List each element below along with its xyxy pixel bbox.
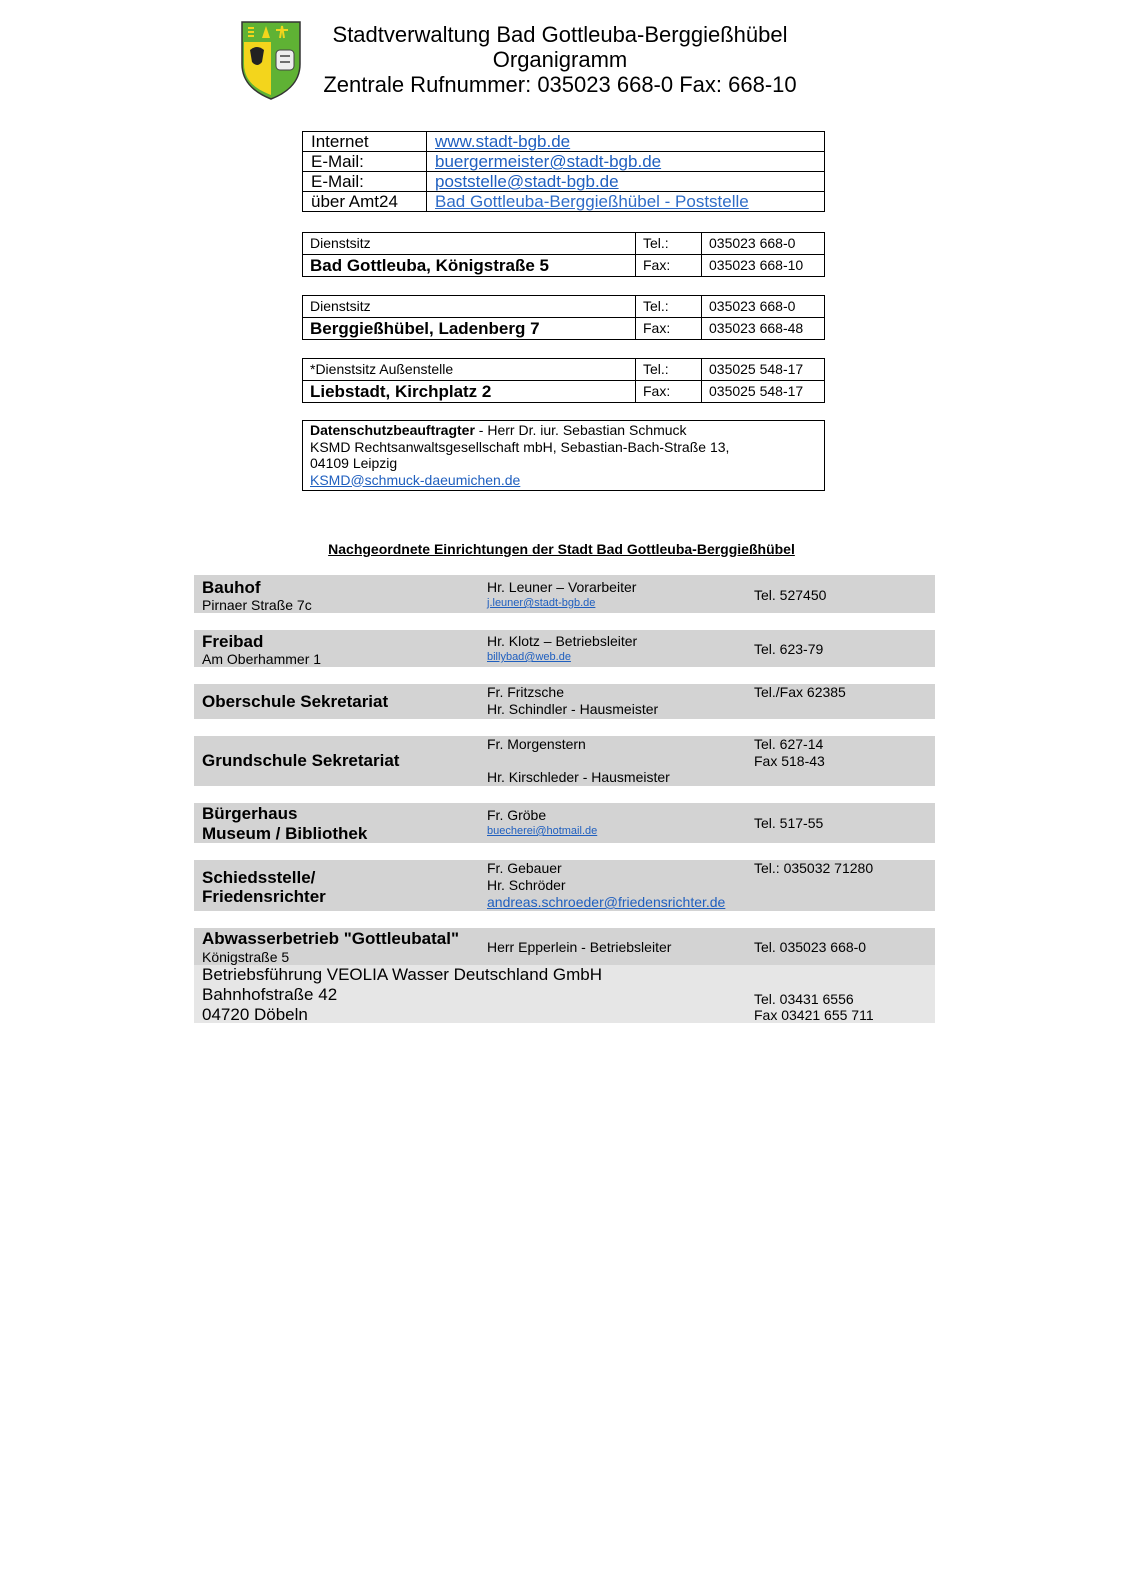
fax-value: 035023 668-10 <box>702 255 825 277</box>
facility-contact-1: Fr. Morgenstern <box>487 736 586 752</box>
dsb-person: - Herr Dr. iur. Sebastian Schmuck <box>474 422 687 438</box>
facility-address: Pirnaer Straße 7c <box>202 597 312 613</box>
facility-name: Bauhof <box>202 578 261 597</box>
fax-label: Fax: <box>636 381 702 403</box>
office-label: Dienstsitz <box>303 296 636 318</box>
operator-city: 04720 Döbeln <box>202 1005 308 1024</box>
facility-contact-2: Hr. Kirschleder - Hausmeister <box>487 769 670 785</box>
operator-tel: Tel. 03431 6556 <box>754 991 854 1007</box>
contact-value <box>427 152 825 172</box>
facility-tel: Tel. 627-14 <box>754 736 824 752</box>
facility-email-link[interactable]: buecherei@hotmail.de <box>487 825 598 837</box>
facilities-title: Nachgeordnete Einrichtungen der Stadt Bad Gottleuba-Berggießhübel <box>328 541 795 557</box>
facility-bauhof <box>194 575 935 613</box>
office-address: Bad Gottleuba, Königstraße 5 <box>303 255 636 277</box>
contact-label: Internet <box>303 132 427 152</box>
facility-contact-1: Fr. Fritzsche <box>487 684 565 700</box>
email-link-buergermeister[interactable]: buergermeister@stadt-bgb.de <box>435 152 662 171</box>
facility-contact: Herr Epperlein - Betriebsleiter <box>487 939 672 955</box>
office-address: Berggießhübel, Ladenberg 7 <box>303 318 636 340</box>
facility-tel: Tel.: 035032 71280 <box>754 860 874 876</box>
office-table-bad-gottleuba <box>302 232 825 277</box>
facility-tel: Tel. 035023 668-0 <box>754 939 867 955</box>
facility-tel: Tel. 527450 <box>754 587 827 603</box>
facility-name: Grundschule Sekretariat <box>202 751 400 770</box>
facility-contact: Hr. Klotz – Betriebsleiter <box>487 633 638 649</box>
fax-value: 035025 548-17 <box>702 381 825 403</box>
dsb-title: Datenschutzbeauftragter <box>310 422 475 438</box>
office-table-liebstadt <box>302 358 825 403</box>
facility-abwasser-operator <box>194 965 935 1023</box>
tel-value: 035025 548-17 <box>702 359 825 381</box>
facility-contact-2: Hr. Schröder <box>487 877 566 893</box>
contact-label: über Amt24 <box>303 192 427 212</box>
contact-table <box>302 131 825 212</box>
contact-row <box>303 192 825 212</box>
facility-schiedsstelle <box>194 860 935 911</box>
facility-address: Am Oberhammer 1 <box>202 651 322 667</box>
facility-address: Königstraße 5 <box>202 949 290 965</box>
facility-contact-1: Fr. Gebauer <box>487 860 562 876</box>
fax-label: Fax: <box>636 318 702 340</box>
facility-name: Freibad <box>202 632 264 651</box>
website-link[interactable]: www.stadt-bgb.de <box>435 132 571 151</box>
facility-name-1: Bürgerhaus <box>202 804 298 823</box>
facility-buergerhaus <box>194 803 935 843</box>
contact-row <box>303 152 825 172</box>
office-label: Dienstsitz <box>303 233 636 255</box>
facility-freibad <box>194 630 935 667</box>
facility-fax: Fax 518-43 <box>754 753 825 769</box>
contact-row <box>303 132 825 152</box>
facility-email-link[interactable]: billybad@web.de <box>487 651 571 663</box>
tel-label: Tel.: <box>636 359 702 381</box>
office-label: *Dienstsitz Außenstelle <box>303 359 636 381</box>
facility-contact: Hr. Leuner – Vorarbeiter <box>487 579 637 595</box>
operator-name: Betriebsführung VEOLIA Wasser Deutschland GmbH <box>202 965 602 984</box>
fax-value: 035023 668-48 <box>702 318 825 340</box>
facility-tel: Tel. 517-55 <box>754 815 824 831</box>
header-line-3: Zentrale Rufnummer: 035023 668-0 Fax: 668-10 <box>323 72 797 97</box>
dsb-city: 04109 Leipzig <box>310 455 398 471</box>
dsb-company: KSMD Rechtsanwaltsgesellschaft mbH, Sebastian-Bach-Straße 13, <box>310 438 730 455</box>
office-address: Liebstadt, Kirchplatz 2 <box>303 381 636 403</box>
amt24-link[interactable]: Bad Gottleuba-Berggießhübel - Poststelle <box>435 192 749 211</box>
page-header <box>300 22 820 97</box>
header-line-1: Stadtverwaltung Bad Gottleuba-Berggießhübel <box>332 22 788 47</box>
operator-street: Bahnhofstraße 42 <box>202 985 338 1004</box>
header-line-2: Organigramm <box>492 47 628 72</box>
tel-label: Tel.: <box>636 233 702 255</box>
email-link-poststelle[interactable]: poststelle@stadt-bgb.de <box>435 172 619 191</box>
contact-value <box>427 132 825 152</box>
coat-of-arms-icon <box>240 20 302 100</box>
operator-fax: Fax 03421 655 711 <box>754 1007 874 1023</box>
contact-label: E-Mail: <box>303 172 427 192</box>
facility-name-1: Schiedsstelle/ <box>202 868 316 887</box>
dsb-email-link[interactable]: KSMD@schmuck-daeumichen.de <box>310 471 521 488</box>
facility-name-2: Friedensrichter <box>202 887 326 906</box>
data-protection-box <box>302 420 825 491</box>
facility-tel: Tel. 623-79 <box>754 641 824 657</box>
fax-label: Fax: <box>636 255 702 277</box>
facility-name: Oberschule Sekretariat <box>202 692 389 711</box>
facility-abwasser <box>194 928 935 965</box>
office-table-berggiesshuebel <box>302 295 825 340</box>
facility-tel: Tel./Fax 62385 <box>754 684 846 700</box>
contact-value <box>427 172 825 192</box>
facility-name: Abwasserbetrieb "Gottleubatal" <box>202 929 460 948</box>
facility-contact: Fr. Gröbe <box>487 807 547 823</box>
contact-value <box>427 192 825 212</box>
contact-label: E-Mail: <box>303 152 427 172</box>
tel-value: 035023 668-0 <box>702 233 825 255</box>
facility-grundschule <box>194 736 935 786</box>
tel-value: 035023 668-0 <box>702 296 825 318</box>
facility-oberschule <box>194 684 935 719</box>
facility-email-link[interactable]: andreas.schroeder@friedensrichter.de <box>487 894 726 910</box>
tel-label: Tel.: <box>636 296 702 318</box>
facility-email-link[interactable]: j.leuner@stadt-bgb.de <box>487 597 596 609</box>
facility-contact-2: Hr. Schindler - Hausmeister <box>487 701 659 717</box>
contact-row <box>303 172 825 192</box>
facility-name-2: Museum / Bibliothek <box>202 824 368 843</box>
